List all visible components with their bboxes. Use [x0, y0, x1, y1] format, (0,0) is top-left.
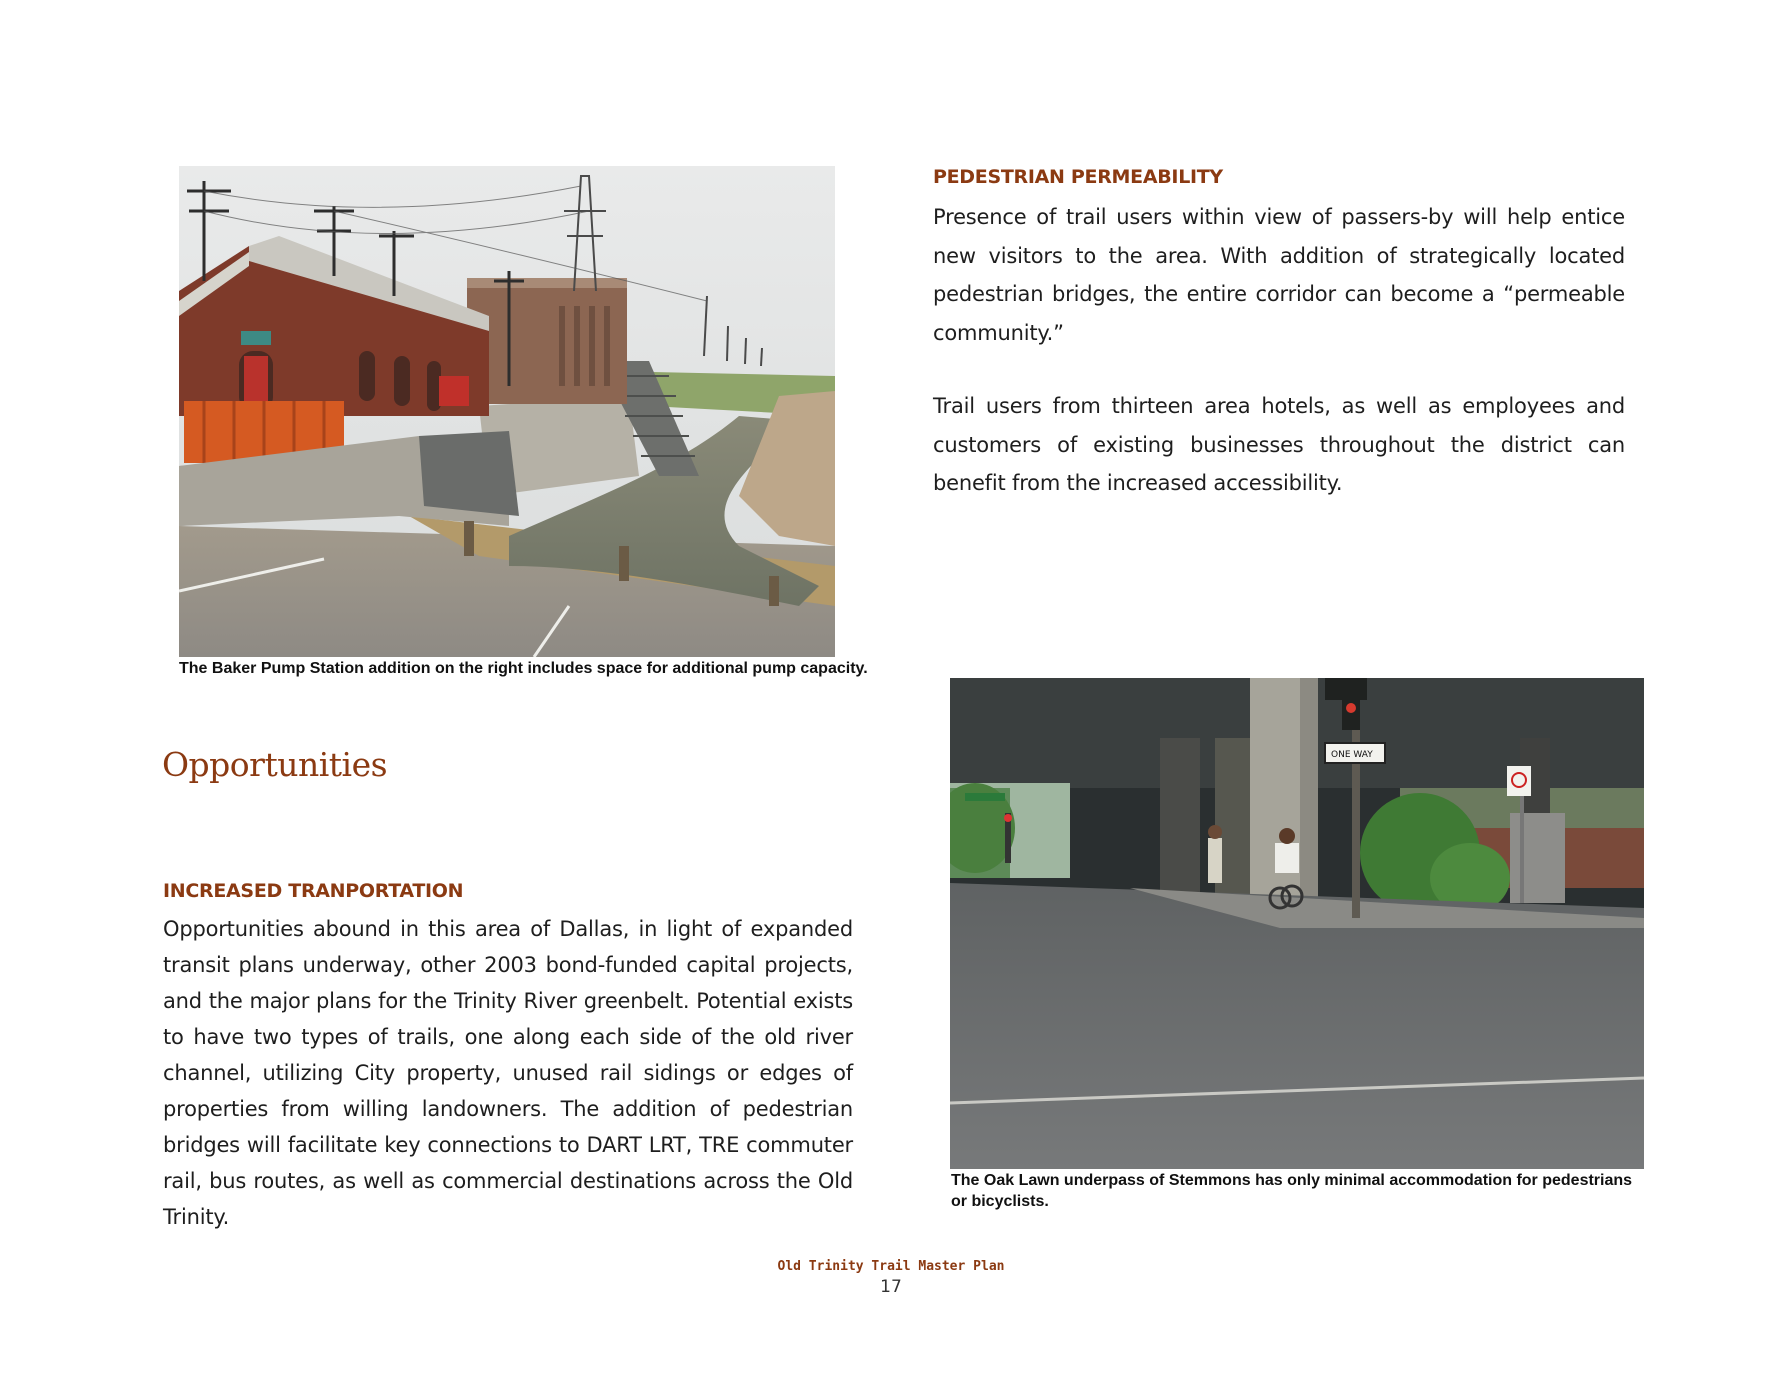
pump-station-photo — [179, 166, 835, 657]
footer-document-title: Old Trinity Trail Master Plan — [777, 1259, 1005, 1274]
opportunities-heading: Opportunities — [162, 745, 388, 784]
underpass-photo — [950, 678, 1644, 1169]
one-way-sign-text: ONE WAY — [1331, 750, 1373, 760]
increased-transportation-heading: INCREASED TRANPORTATION — [163, 880, 464, 902]
pedestrian-permeability-paragraph-1: Presence of trail users within view of passers-by will help entice new visitors to the area. With addition of strategically located pedestrian bridges, the entire corridor can become a “permeable community.” — [933, 205, 1625, 345]
page-number: 17 — [880, 1277, 902, 1297]
increased-transportation-paragraph: Opportunities abound in this area of Dallas, in light of expanded transit plans underway, other 2003 bond-funded capital projects, and the major plans for the Trinity River greenbelt. Potential exists to have two types of trails, one along each side of the old river channel, utilizing City property, unused rail sidings or edges of properties from willing landowners. The addition of pedestrian bridges will facilitate key connections to DART LRT, TRE commuter rail, bus routes, as well as commercial destinations across the Old Trinity. — [163, 917, 853, 1229]
pedestrian-permeability-heading: PEDESTRIAN PERMEABILITY — [933, 166, 1223, 188]
pump-station-caption: The Baker Pump Station addition on the right includes space for additional pump capacity. — [179, 660, 868, 677]
underpass-caption: The Oak Lawn underpass of Stemmons has only minimal accommodation for pedestrians or bicyclists. — [951, 1172, 1633, 1210]
pedestrian-permeability-paragraph-2: Trail users from thirteen area hotels, as well as employees and customers of existing businesses throughout the district can benefit from the increased accessibility. — [933, 394, 1625, 495]
